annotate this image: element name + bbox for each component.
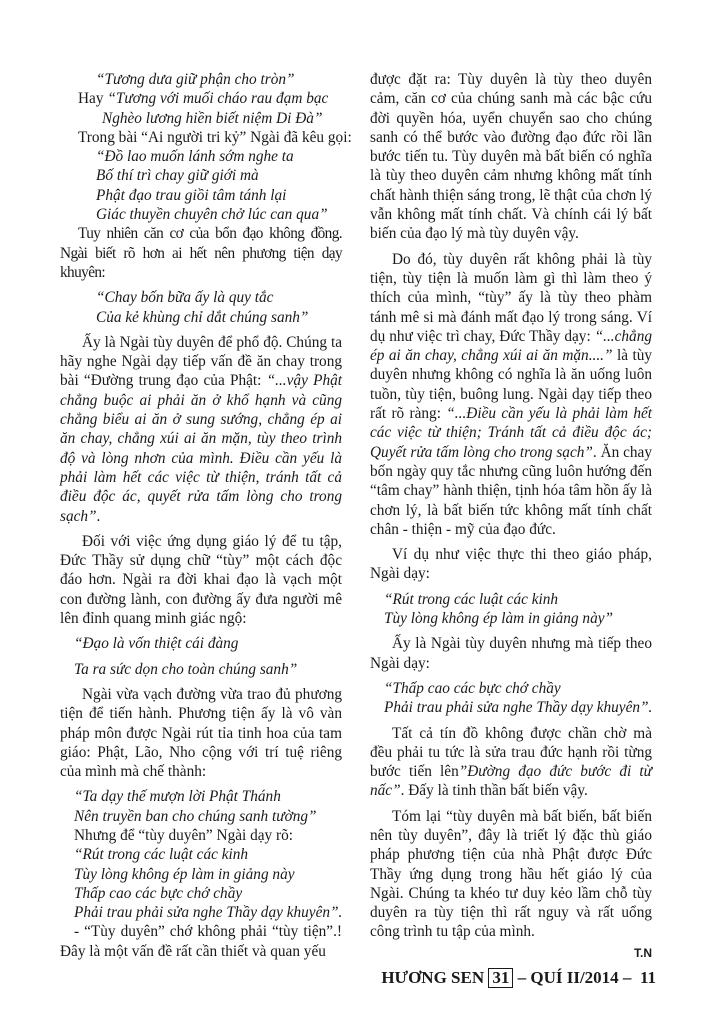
paragraph: Tuy nhiên căn cơ của bổn đạo không đồng. Ngài biết rõ hơn ai hết nên phương tiện dạy khuyên: [60,225,342,281]
right-column [370,70,652,963]
paragraph: Tóm lại “tùy duyên mà bất biến, bất biến nên tùy duyên”, đây là triết lý đặc thù giáo pháp phương tiện của nhà Phật được Đức Thầy ứng dụng trong hầu hết giáo lý của Ngài. Chúng ta khéo tư duy kẻo lầm chỗ tùy duyên ra tùy tiện thì rất nguy và rất uổng công trình tu tập của mình. [370,807,652,941]
verse-line: Nên truyền ban cho chúng sanh tường” [74,807,317,825]
verse-line: Phải trau phải sửa nghe Thầy dạy khuyên”. [74,904,343,922]
verse-line: Giác thuyền chuyên chở lúc can qua” [96,206,328,224]
magazine-name: HƯƠNG SEN [381,968,485,987]
page-footer [381,968,656,988]
verse-line: “Chay bốn bữa ấy là quy tắc [96,289,274,307]
verse-line: Phật đạo trau giồi tâm tánh lại [96,186,287,204]
paragraph: Ngài vừa vạch đường vừa trao đủ phương tiện để tiến hành. Phương tiện ấy là vô vàn pháp môn được Ngài rút tỉa tinh hoa của tam giáo: Phật, Lão, Nho cộng với trí tuệ riêng của mình mà chế thành: [60,685,342,781]
paragraph: Đối với việc ứng dụng giáo lý để tu tập, Đức Thầy sử dụng chữ “tùy” một cách độc đáo hơn. Ngài ra đời khai đạo là vạch một con đường lành, con đường ấy đưa người mê lên đỉnh quang minh giác ngộ: [60,532,342,628]
verse-line: “Đồ lao muốn lánh sớm nghe ta [96,148,294,166]
verse-line: Ta ra sức dọn cho toàn chúng sanh” [74,660,298,678]
paragraph-text: Do đó, tùy duyên rất không phải là tùy tiện, tùy tiện là muốn làm gì thì làm theo ý thích của mình, “tùy” ấy là tùy theo phàm tánh mê si mà đánh mất đạo lý trong sáng. Ví dụ như việc trì chay, Đức Thầy dạy: [370,250,652,345]
verse-line: “Tương dưa giữ phận cho tròn” [96,71,295,88]
verse-line: “Ta dạy thế mượn lời Phật Thánh [74,788,281,806]
verse-line: Thấp cao các bực chớ chầy [74,884,243,902]
left-column [60,70,352,967]
verse-line: “Thấp cao các bực chớ chầy [384,679,561,697]
paragraph: Ấy là Ngài tùy duyên nhưng mà tiếp theo Ngài dạy: [370,635,652,672]
quote-text: “...vậy Phật chẳng buộc ai phải ăn ở khổ hạnh và cũng chẳng biểu ai ăn ở sung sướng, chẳng ép ai ăn chay, chẳng xúi ai ăn mặn, tùy theo trình độ và lòng nhơn của mình. Điều cần yếu là phải làm hết các việc từ thiện, tránh tất cả điều độc ác, quyết rửa tấm lòng cho trong sạch” [60,372,342,525]
paragraph-text: . [96,507,101,525]
verse-intro: Nhưng để “tùy duyên” Ngài dạy rõ: [74,826,293,844]
page-number: 11 [639,968,656,987]
paragraph-text: là tùy duyên nhưng không có nghĩa là ăn uống luôn tuồn, tùy tiện, buông lung. Ngài dạy tiếp theo rất rõ ràng: [370,347,652,423]
verse-line: “Rút trong các luật các kinh [74,846,249,864]
issue-number-box: 31 [488,968,513,988]
paragraph [60,333,342,526]
paragraph: - “Tùy duyên” chớ không phải “tùy tiện”.! Đây là một vấn đề rất cần thiết và quan yếu [60,923,342,960]
paragraph: được đặt ra: Tùy duyên là tùy theo duyên cảm, căn cơ của chúng sanh mà các bậc cứu đời quyền hóa, uyển chuyển sao cho chúng sanh có thể bước vào đường đạo đức rồi lần bước tiến tu. Tùy duyên mà bất biến có nghĩa là tùy theo duyên cảm nhưng không mất tính chất hành thiện sáng trong, lẽ thật của chơn lý vẫn không mất tính chất. Và chính cái lý bất biến của đạo lý mà tùy duyên vậy. [370,71,652,243]
verse-line: “Đạo là vốn thiệt cái đàng [74,635,239,653]
verse-line: Phải trau phải sửa nghe Thầy dạy khuyên”. [384,699,653,717]
paragraph-text: Ấy là Ngài tùy duyên để phổ độ. Chúng ta hãy nghe Ngài dạy tiếp vấn đề ăn chay trong bài “Đường trung đạo của Phật: [60,333,342,390]
verse-line: Tùy lòng không ép làm in giảng này” [384,610,614,628]
verse-line: Tùy lòng không ép làm in giảng này [74,865,295,883]
paragraph [370,250,652,539]
verse-line: Nghèo lương hiền biết niệm Di Đà” [102,109,323,127]
verse-line: “Rút trong các luật các kinh [384,590,559,608]
verse-intro: Trong bài “Ai người tri kỷ” Ngài đã kêu gọi: [78,128,352,146]
quote-text: “...Điều cần yếu là phải làm hết các việc từ thiện; Tránh tất cả điều độc ác; Quyết rửa tấm lòng cho trong sạch” [370,405,653,461]
paragraph-text: . Ăn chay bốn ngày quy tắc nhưng cũng luôn hướng đến “tâm chay” hành thiện, tịnh hóa tâm hồn ấy là chơn lý, là bất biến tức không mất tính chất chân - thiện - mỹ của đạo đức. [370,443,652,538]
author-signature: T.N [634,945,652,960]
quote-text: “...chẳng ép ai ăn chay, chẳng xúi ai ăn mặn....” [370,327,652,365]
verse-line: Bố thí trì chay giữ giới mà [96,167,259,185]
paragraph: Ví dụ như việc thực thi theo giáo pháp, Ngài dạy: [370,546,652,583]
paragraph-text: Tất cả tín đồ không được chần chờ mà đều phải tu tức là sửa trau đức hạnh rồi từng bước tiến lên [370,724,652,781]
quote-text: ”Đường đạo đức bước đi từ nấc” [370,763,652,800]
verse-line: Của kẻ khùng chỉ dắt chúng sanh” [96,308,309,326]
verse-lead: Hay [78,90,108,108]
verse-quote: “Tương với muối cháo rau đạm bạc [107,90,329,108]
verse-line [60,89,342,108]
paragraph-text: . Đấy là tinh thần bất biến vậy. [400,782,588,800]
paragraph [370,724,652,801]
issue-quarter: – QUÍ II/2014 – [517,968,632,987]
